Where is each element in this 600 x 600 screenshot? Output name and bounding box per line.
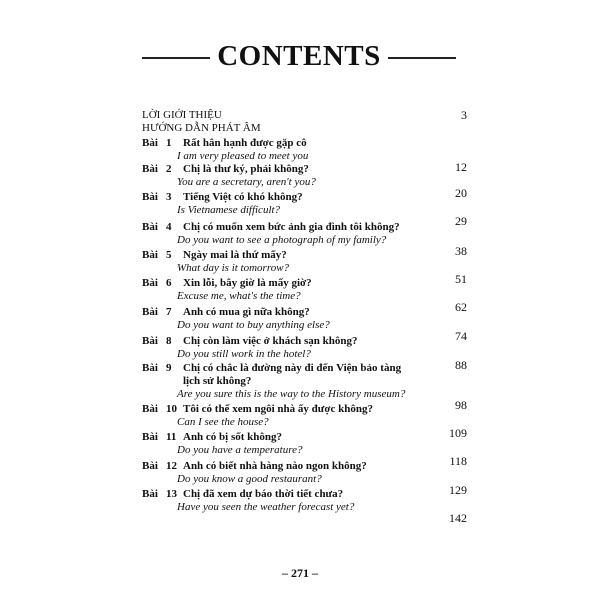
page-number: 12	[455, 160, 467, 174]
lesson-title-vietnamese: Tiếng Việt có khó không?	[183, 191, 303, 203]
lesson-title-english: Do you want to buy anything else?	[177, 319, 330, 331]
lesson-label: Bài	[142, 249, 158, 261]
lesson-label: Bài	[142, 191, 158, 203]
lesson-label: Bài	[142, 335, 158, 347]
lesson-number: 11	[166, 431, 177, 443]
lesson-title-english: What day is it tomorrow?	[177, 262, 290, 274]
lesson-label: Bài	[142, 277, 158, 289]
page-number: 88	[455, 358, 467, 372]
lesson-number: 5	[166, 249, 172, 261]
lesson-title-english: Do you still work in the hotel?	[177, 348, 311, 360]
right-rule	[388, 57, 456, 59]
lesson-title-vietnamese: Rất hân hạnh được gặp cô	[183, 137, 307, 149]
lesson-label: Bài	[142, 431, 158, 443]
lesson-label: Bài	[142, 488, 158, 500]
lesson-title-english: Can I see the house?	[177, 416, 269, 428]
lesson-number: 13	[166, 488, 177, 500]
lesson-number: 12	[166, 460, 177, 472]
lesson-number: 7	[166, 306, 172, 318]
page-number: 74	[455, 329, 467, 343]
lesson-title-english: Do you know a good restaurant?	[177, 473, 322, 485]
lesson-title-english: Do you have a temperature?	[177, 444, 303, 456]
lesson-label: Bài	[142, 403, 158, 415]
lesson-label: Bài	[142, 306, 158, 318]
page-number: 29	[455, 214, 467, 228]
lesson-title-english: Is Vietnamese difficult?	[177, 204, 281, 216]
page-number: 51	[455, 272, 467, 286]
lesson-label: Bài	[142, 362, 158, 374]
lesson-title-english: I am very pleased to meet you	[177, 150, 309, 162]
toc-intro-item	[142, 109, 467, 122]
page-number: 98	[455, 398, 467, 412]
lesson-number: 3	[166, 191, 172, 203]
lesson-number: 9	[166, 362, 172, 374]
page-title: CONTENTS	[217, 40, 381, 72]
lesson-number: 6	[166, 277, 172, 289]
intro-title: HƯỚNG DẪN PHÁT ÂM	[142, 122, 261, 134]
lesson-title-vietnamese: Anh có biết nhà hàng nào ngon không?	[183, 460, 367, 472]
lesson-title-vietnamese: Anh có bị sốt không?	[183, 431, 283, 443]
lesson-number: 10	[166, 403, 177, 415]
contents-header	[142, 38, 456, 74]
lesson-number: 4	[166, 221, 172, 233]
page-number: 142	[449, 511, 467, 525]
lesson-number: 1	[166, 137, 172, 149]
lesson-title-english: You are a secretary, aren't you?	[177, 176, 316, 188]
toc-intro-item	[142, 122, 467, 135]
lesson-label: Bài	[142, 460, 158, 472]
page-number: 109	[449, 426, 467, 440]
lesson-title-vietnamese: Chị là thư ký, phải không?	[183, 163, 309, 175]
lesson-title-vietnamese: Chị còn làm việc ở khách sạn không?	[183, 335, 358, 347]
page-number: 118	[449, 454, 467, 468]
page-footer: – 271 –	[282, 566, 318, 580]
lesson-label: Bài	[142, 163, 158, 175]
lesson-title-vietnamese: Chị đã xem dự báo thời tiết chưa?	[183, 488, 344, 500]
intro-title: LỜI GIỚI THIỆU	[142, 109, 222, 121]
lesson-title-vietnamese: lịch sử không?	[183, 375, 252, 387]
page-number: 62	[455, 300, 467, 314]
lesson-title-vietnamese: Chị có chắc là đường này đi đến Viện bảo tàng	[183, 362, 402, 374]
lesson-title-english: Have you seen the weather forecast yet?	[177, 501, 355, 513]
toc-entry	[142, 488, 467, 528]
lesson-title-vietnamese: Xin lỗi, bây giờ là mấy giờ?	[183, 277, 312, 289]
page-number: 3	[461, 108, 467, 122]
lesson-title-english: Excuse me, what's the time?	[177, 290, 301, 302]
lesson-title-english: Do you want to see a photograph of my family?	[177, 234, 387, 246]
lesson-number: 2	[166, 163, 172, 175]
lesson-title-english: Are you sure this is the way to the History museum?	[177, 388, 406, 400]
page-number: 20	[455, 186, 467, 200]
lesson-label: Bài	[142, 221, 158, 233]
page-number: 38	[455, 244, 467, 258]
lesson-title-vietnamese: Ngày mai là thứ mấy?	[183, 249, 287, 261]
lesson-label: Bài	[142, 137, 158, 149]
lesson-number: 8	[166, 335, 172, 347]
lesson-title-vietnamese: Chị có muốn xem bức ảnh gia đình tôi không?	[183, 221, 400, 233]
lesson-title-vietnamese: Anh có mua gì nữa không?	[183, 306, 310, 318]
lesson-title-vietnamese: Tôi có thể xem ngôi nhà ấy được không?	[183, 403, 373, 415]
page-number: 129	[449, 483, 467, 497]
